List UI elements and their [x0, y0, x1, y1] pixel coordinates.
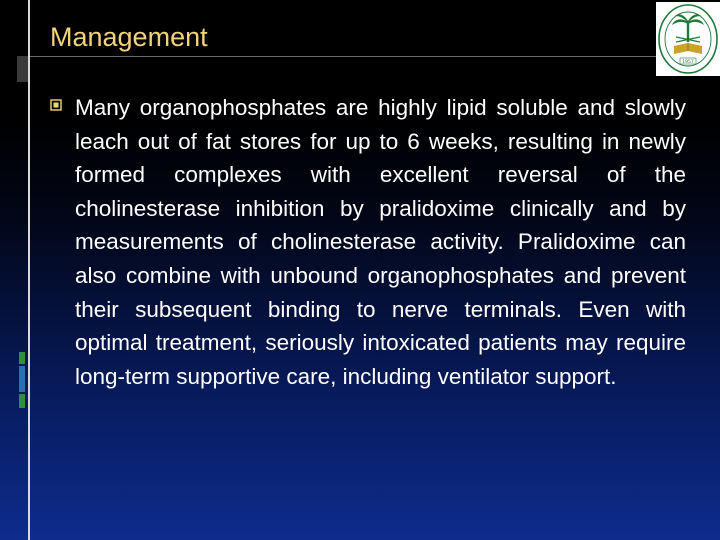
decorative-block-top: [17, 56, 28, 82]
decorative-block-green-lower: [19, 394, 25, 408]
bullet-text: Many organophosphates are highly lipid soluble and slowly leach out of fat stores for up to 6 weeks, resulting in newly formed complexes with excellent reversal of the cholinesterase inhibition by pralidoxime clinically and by measurements of cholinesterase activity. Pralidoxime can also combine with unbound organophosphates and prevent their subsequent binding to nerve terminals. Even with optimal treatment, seriously intoxicated patients may require long-term supportive care, including ventilator support.: [75, 95, 686, 389]
bullet-item: [50, 91, 686, 393]
slide-title: Management: [50, 22, 208, 52]
decorative-block-blue: [19, 366, 25, 392]
square-bullet-icon: [50, 99, 62, 111]
slide-content: [50, 91, 686, 393]
left-vertical-rule: [28, 0, 30, 540]
title-divider: [30, 56, 720, 57]
logo-year-text: 1957: [682, 60, 694, 65]
university-seal-logo: [656, 2, 720, 76]
decorative-block-green: [19, 352, 25, 364]
